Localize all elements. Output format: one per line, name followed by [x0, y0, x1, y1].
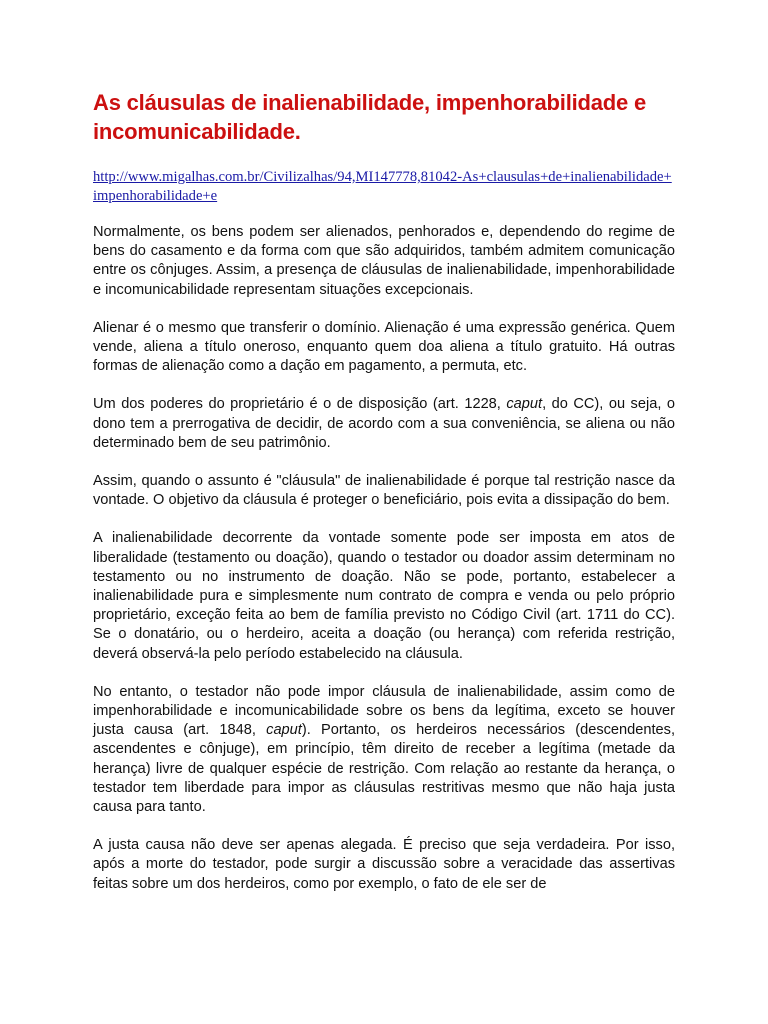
paragraph-4: Assim, quando o assunto é "cláusula" de inalienabilidade é porque tal restrição nasce da vontade. O objetivo da cláusula é proteger o beneficiário, pois evita a dissipação do bem. [93, 473, 675, 509]
paragraph-3-text-before: Um dos poderes do proprietário é o de disposição (art. 1228, [93, 396, 507, 413]
document-title: As cláusulas de inalienabilidade, impenhorabilidade e incomunicabilidade. [93, 90, 647, 144]
paragraph-6-text-after: ). Portanto, os herdeiros necessários (descendentes, ascendentes e cônjuge), em princípio, têm direito de receber a legítima (metade da herança) livre de qualquer espécie de restrição. Com relação ao restante da herança, o testador tem liberdade para impor as cláusulas restritivas mesmo que não haja justa causa para tanto. [93, 722, 676, 816]
document-body [93, 223, 675, 894]
paragraph-1: Normalmente, os bens podem ser alienados, penhorados e, dependendo do regime de bens do casamento e da forma com que são adquiridos, também admitem comunicação entre os cônjuges. Assim, a presença de cláusulas de inalienabilidade, impenhorabilidade e incomunicabilidade representam situações excepcionais. [93, 224, 675, 298]
paragraph-2: Alienar é o mesmo que transferir o domínio. Alienação é uma expressão genérica. Quem vende, aliena a título oneroso, enquanto quem doa aliena a título gratuito. Há outras formas de alienação como a dação em pagamento, a permuta, etc. [93, 319, 675, 375]
paragraph-6 [93, 683, 675, 817]
paragraph-6-italic-term: caput [266, 722, 302, 739]
paragraph-3 [93, 395, 675, 453]
paragraph-5: A inalienabilidade decorrente da vontade somente pode ser imposta em atos de liberalidade (testamento ou doação), quando o testador ou doador assim determinam no testamento ou no instrumento de doação. Não se pode, portanto, estabelecer a inalienabilidade pura e simplesmente num contrato de compra e venda ou pelo próprio proprietário, exceção feita ao bem de família previsto no Código Civil (art. 1711 do CC). Se o donatário, ou o herdeiro, aceita a doação (ou herança) com referida restrição, deverá observá-la pelo período estabelecido na cláusula. [93, 530, 675, 662]
source-link[interactable]: http://www.migalhas.com.br/Civilizalhas/94,MI147778,81042-As+clausulas+de+inalienabilidade+impenhorabilidade+e [93, 169, 672, 204]
paragraph-7: A justa causa não deve ser apenas alegada. É preciso que seja verdadeira. Por isso, após a morte do testador, pode surgir a discussão sobre a veracidade das assertivas feitas sobre um dos herdeiros, como por exemplo, o fato de ele ser de [93, 837, 675, 892]
paragraph-3-text-after: , do CC), ou seja, o dono tem a prerrogativa de decidir, de acordo com a sua conveniência, se aliena ou não determinado bem de seu patrimônio. [93, 396, 675, 451]
paragraph-3-italic-term: caput [506, 396, 543, 413]
paragraph-6-text-before: No entanto, o testador não pode impor cláusula de inalienabilidade, assim como de impenhorabilidade e incomunicabilidade sobre os bens da legítima, exceto se houver justa causa (art. 1848, [93, 683, 675, 739]
